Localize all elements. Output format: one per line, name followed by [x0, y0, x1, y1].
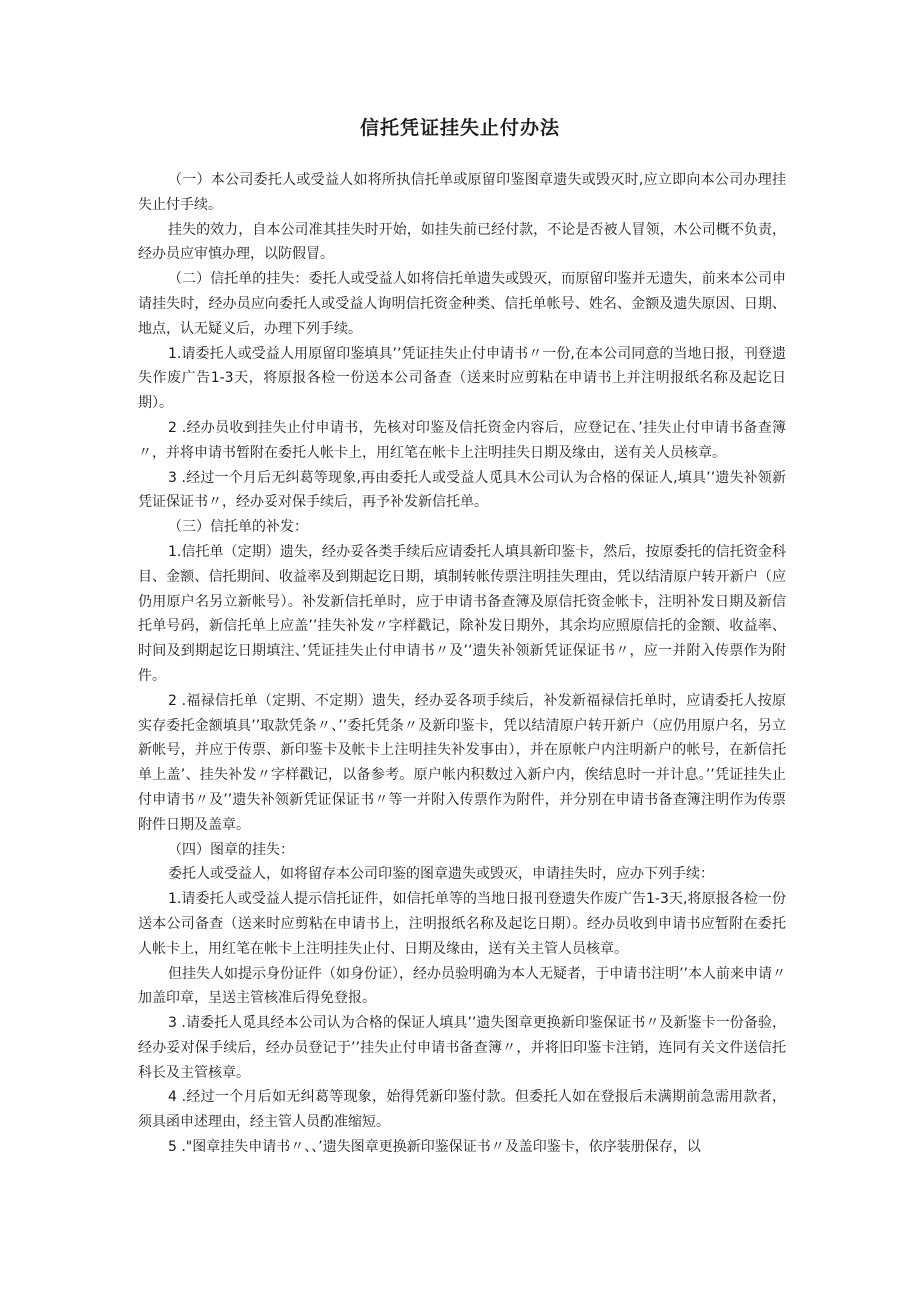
- paragraph: 4 .经过一个月后如无纠葛等现象，始得凭新印鉴付款。但委托人如在登报后未满期前急需用款者，须具函申述理由，经主管人员酌准缩短。: [138, 1089, 786, 1131]
- paragraph: （四）图章的挂失：: [168, 841, 294, 858]
- paragraph: 2 .经办员收到挂失止付申请书，先核对印鉴及信托资金内容后，应登记在、’挂失止付申请书备查簿〃，并将申请书暂附在委托人帐卡上，用红笔在帐卡上注明挂失日期及缘由，送有关人员核章。: [138, 419, 786, 461]
- paragraph: 1.请委托人或受益人用原留印鉴填具’’凭证挂失止付申请书〃一份,在本公司同意的当地日报，刊登遗失作废广告1-3天，将原报各检一份送本公司备查（送来时应剪粘在申请书上并注明报纸名称及起讫日期）。: [138, 345, 786, 412]
- paragraph: 3 .请委托人觅具经本公司认为合格的保证人填具’’遗失图章更换新印鉴保证书〃及新鉴卡一份备验，经办妥对保手续后，经办员登记于’’挂失止付申请书备查簿〃，并将旧印鉴卡注销，连同有关文件送信托科长及主管核章。: [138, 1015, 786, 1081]
- document-title: 信托凭证挂失止付办法: [359, 117, 560, 139]
- paragraph: 但挂失人如提示身份证件（如身份证），经办员验明确为本人无疑者，于申请书注明’’本人前来申请〃加盖印章，呈送主管核准后得免登报。: [138, 965, 786, 1007]
- paragraph: 3 .经过一个月后无纠葛等现象,再由委托人或受益人觅具木公司认为合格的保证人,填具’’遗失补领新凭证保证书〃，经办妥对保手续后，再予补发新信托单。: [138, 469, 786, 511]
- paragraph: 5 ."图章挂失申请书〃、、’遗失图章更换新印鉴保证书〃及盖印鉴卡，依序装册保存，以: [168, 1139, 701, 1156]
- paragraph: 1.请委托人或受益人提示信托证件，如信托单等的当地日报刊登遗失作废广告1-3天,将原报各检一份送本公司备查（送来时应剪粘在申请书上，注明报纸名称及起讫日期）。经办员收到申请书应暂附在委托人帐卡上，用红笔在帐卡上注明挂失止付、日期及缘由，送有关主管人员核章。: [138, 891, 786, 957]
- paragraph: （三）信托单的补发：: [168, 519, 308, 536]
- document-body: [138, 168, 786, 1160]
- paragraph: 2 .福禄信托单（定期、不定期）遗失，经办妥各项手续后，补发新福禄信托单时，应请委托人按原实存委托金额填具’’取款凭条〃、’’委托凭条〃及新印鉴卡，凭以结清原户转开新户（应仍用原户名，另立新帐号，并应于传票、新印鉴卡及帐卡上注明挂失补发事由），并在原帐户内注明新户的帐号，在新信托单上盖’、挂失补发〃字样戳记，以备参考。原户帐内积数过入新户内，俟结息时一并计息。’’凭证挂失止付申请书〃及’’遗失补领新凭证保证书〃等一并附入传票作为附件，并分别在申请书备查簿注明作为传票附件日期及盖章。: [138, 692, 786, 833]
- paragraph: 1.信托单（定期）遗失，经办妥各类手续后应请委托人填具新印鉴卡，然后，按原委托的信托资金科目、金额、信托期间、收益率及到期起讫日期，填制转帐传票注明挂失理由，凭以结清原户转开新户（应仍用原户名另立新帐号）。补发新信托单时，应于申请书备查簿及原信托资金帐卡，注明补发日期及新信托单号码，新信托单上应盖’’挂失补发〃字样戳记，除补发日期外，其余均应照原信托的金额、收益率、时间及到期起讫日期填注、’凭证挂失止付申请书〃及’’遗失补领新凭证保证书〃，应一并附入传票作为附件。: [138, 543, 786, 684]
- paragraph: 委托人或受益人，如将留存本公司印鉴的图章遗失或毁灭，申请挂失时，应办下列手续：: [168, 866, 714, 883]
- paragraph: 挂失的效力，自本公司准其挂失时开始，如挂失前已经付款，不论是否被人冒领，木公司概不负责，经办员应审慎办理，以防假冒。: [138, 221, 786, 263]
- paragraph: （二）信托单的挂失：委托人或受益人如将信托单遗失或毁灭，而原留印鉴并无遗失，前来本公司申请挂失时，经办员应向委托人或受益人询明信托资金种类、信托单帐号、姓名、金额及遗失原因、日期、地点，认无疑义后，办理下列手续。: [138, 271, 786, 337]
- paragraph: （一）本公司委托人或受益人如将所执信托单或原留印鉴图章遗失或毁灭时,应立即向本公司办理挂失止付手续。: [138, 172, 786, 213]
